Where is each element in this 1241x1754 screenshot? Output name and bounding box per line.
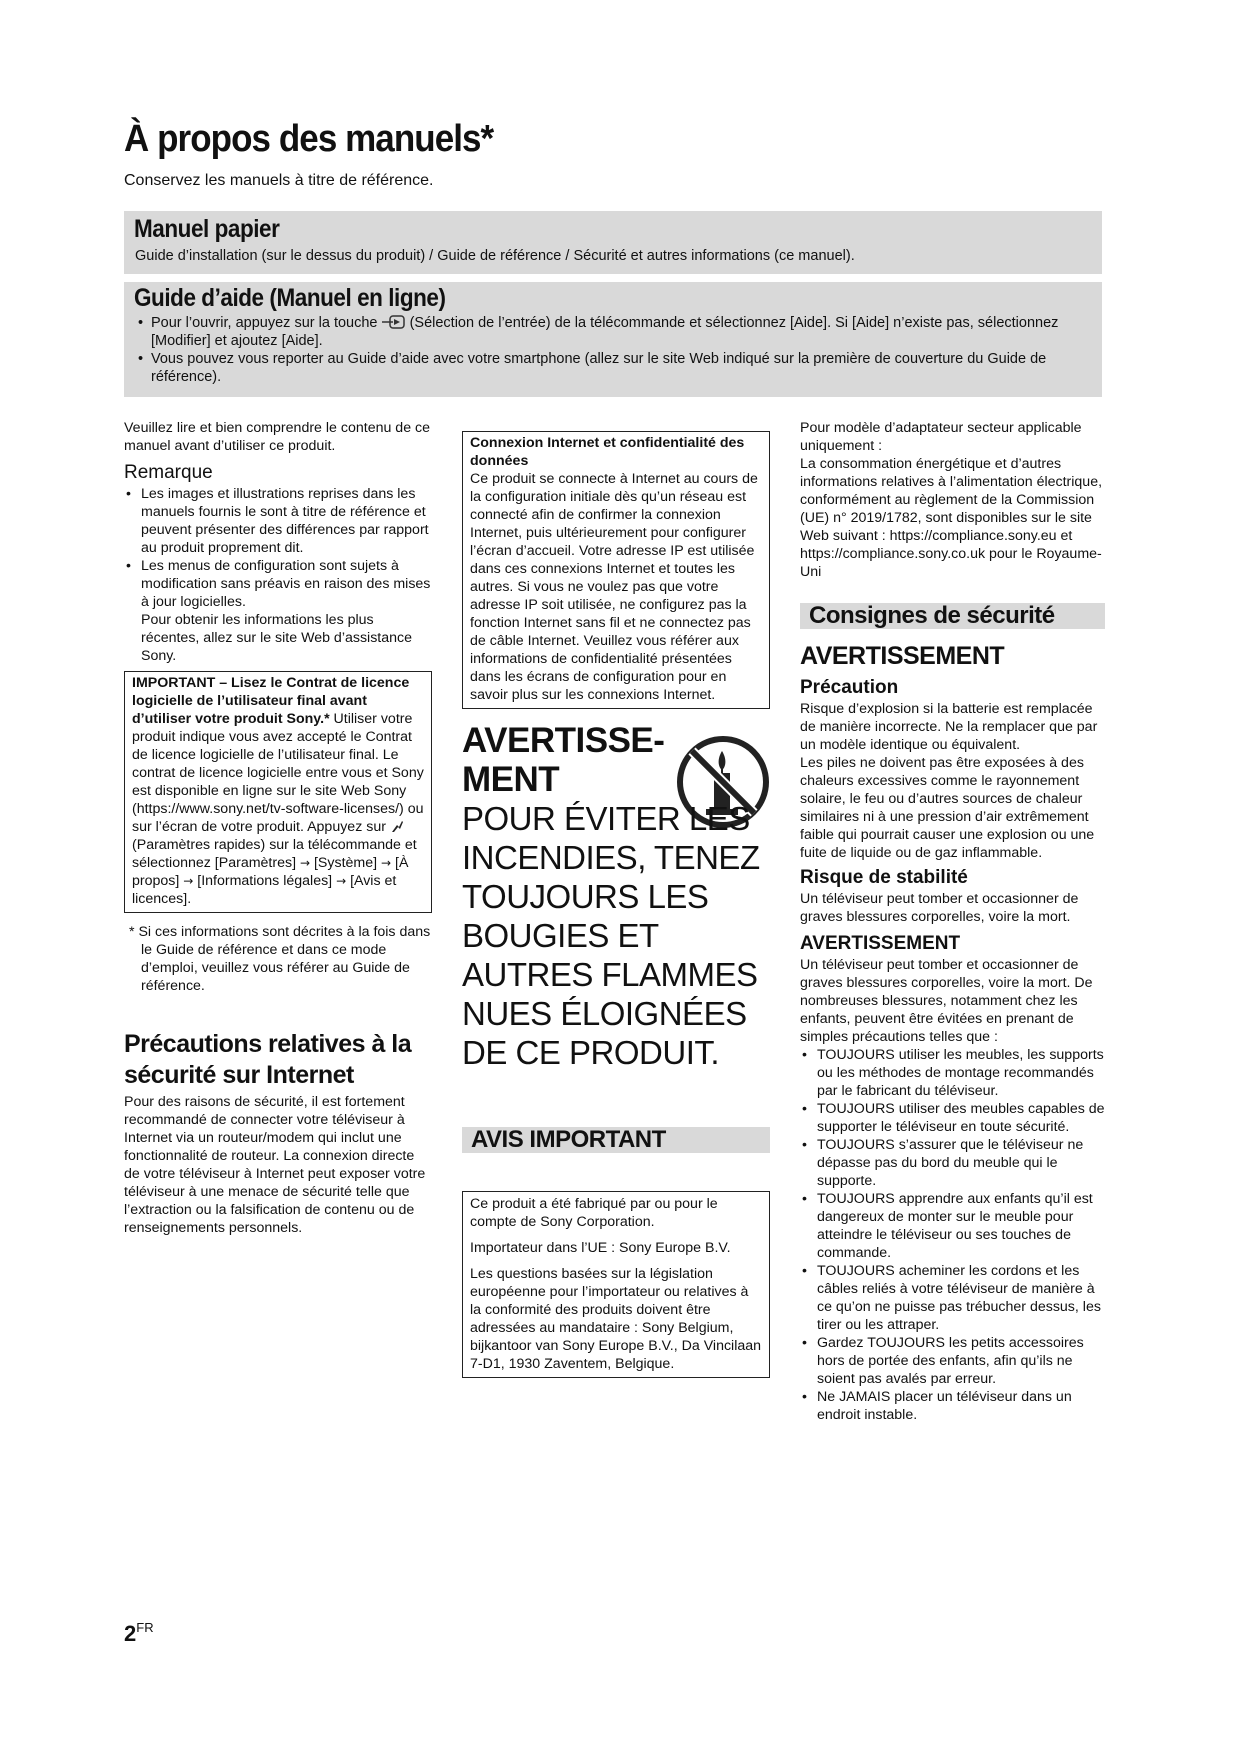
eula-notice-text-2: (Paramètres rapides) sur la télécommande et sélectionnez [Paramètres] (132, 837, 417, 871)
safety-list-item: • Ne JAMAIS placer un téléviseur dans un endroit instable. (800, 1388, 1105, 1424)
online-manual-box (124, 282, 1102, 397)
intro-text: Veuillez lire et bien comprendre le contenu de ce manuel avant d’utiliser ce produit. (124, 420, 431, 454)
stability-text: Un téléviseur peut tomber et occasionner de graves blessures corporelles, voire la mort. (800, 891, 1079, 925)
important-notice-heading: AVIS IMPORTANT (462, 1127, 770, 1153)
importer-box (462, 1191, 770, 1378)
eula-notice-text-5: [Informations légales] (193, 873, 337, 889)
eula-notice-text: Utiliser votre produit indique vous avez accepté le Contrat de licence logicielle de l’utilisateur final. Le contrat de licence logicielle entre vous et Sony est disponible en ligne sur le site Web Sony (https://www.sony.net/tv-software-licenses/) ou sur l’écran de votre produit. Appuyez sur (132, 711, 424, 835)
arrow-icon: → (381, 856, 392, 870)
eula-notice-box (124, 671, 432, 913)
column-3 (800, 419, 1105, 1424)
page-number (124, 1620, 154, 1647)
safety-list-item: • TOUJOURS utiliser les meubles, les supports ou les méthodes de montage recommandés par le fabricant du téléviseur. (800, 1046, 1105, 1100)
precaution-text-2: Les piles ne doivent pas être exposées à des chaleurs excessives comme le rayonnement solaire, le feu ou d’autres sources de chaleur similaires ni à une pression d’air extrêmement faible qui pourrait causer une explosion ou une fuite de liquide ou de gaz inflammable. (800, 755, 1095, 861)
safety-heading: Consignes de sécurité (800, 603, 1105, 629)
arrow-icon: → (299, 856, 311, 870)
safety-list-item: • TOUJOURS utiliser des meubles capables de supporter le téléviseur en toute sécurité. (800, 1100, 1105, 1136)
fire-warning-title-1: AVERTISSE- (462, 721, 665, 760)
page-subtitle: Conservez les manuels à titre de référence. (124, 172, 434, 189)
arrow-icon: → (183, 874, 194, 888)
internet-security-text: Pour des raisons de sécurité, il est fortement recommandé de connecter votre téléviseur à Internet via un routeur/modem qui inclut une fonctionnalité de routeur. La connexion directe de votre téléviseur à Internet peut exposer votre téléviseur à une menace de sécurité telle que l’extraction ou la falsification de contenu ou de renseignements personnels. (124, 1094, 426, 1236)
column-1 (124, 419, 432, 1237)
safety-list-item: • TOUJOURS s’assurer que le téléviseur ne dépasse pas du bord du meuble qui le supporte. (800, 1136, 1105, 1190)
privacy-text: Ce produit se connecte à Internet au cours de la configuration initiale dès qu’un réseau est connecté afin de confirmer la connexion Internet, puis ultérieurement pour configurer l’écran d’accueil. Votre adresse IP est utilisée dans ces connexions Internet et toutes les autres. Si vous ne voulez pas que votre adresse IP soit utilisée, ne configurez pas la fonction Internet sans fil et ne connectez pas de câble Internet. Veuillez vous référer aux informations de confidentialité présentées dans les écrans de configuration pour en savoir plus sur les connexions Internet. (470, 471, 758, 703)
bullet-1-text-end: (Sélection de l’entrée) de la télécommande et sélectionnez [Aide]. Si [Aide] n’existe pas, sélectionnez [Modifier] et ajoutez [Aide]. (151, 315, 1059, 349)
importer-text-3: Les questions basées sur la législation européenne pour l’importateur ou relatives à la conformité des produits doivent être adressées au mandataire : Sony Belgium, bijkantoor van Sony Europe B.V., Da Vincilaan 7-D1, 1930 Zaventem, Belgique. (470, 1266, 762, 1372)
fire-warning-title-2: MENT (462, 760, 560, 799)
online-manual-bullet-1 (135, 314, 1090, 350)
online-manual-heading: Guide d’aide (Manuel en ligne) (134, 284, 446, 312)
remark-item-2: • Les menus de configuration sont sujets à modification sans préavis en raison des mises à jour logicielles. (124, 557, 432, 611)
warning-2-text: Un téléviseur peut tomber et occasionner de graves blessures corporelles, voire la mort. De nombreuses blessures, notamment chez les enfants, peuvent être évitées en prenant de simples précautions telles que : (800, 957, 1093, 1045)
safety-list-item: • TOUJOURS apprendre aux enfants qu’il est dangereux de monter sur le meuble pour atteindre le téléviseur ou ses touches de commande. (800, 1190, 1105, 1262)
paper-manual-box (124, 211, 1102, 274)
adapter-text: Pour modèle d’adaptateur secteur applicable uniquement : (800, 420, 1082, 454)
fire-warning-text: POUR ÉVITER LES INCENDIES, TENEZ TOUJOURS LES BOUGIES ET AUTRES FLAMMES NUES ÉLOIGNÉES DE CE PRODUIT. (462, 800, 760, 1071)
remark-heading: Remarque (124, 462, 213, 483)
precaution-text-1: Risque d’explosion si la batterie est remplacée de manière incorrecte. Ne la remplacer que par un modèle identique ou équivalent. (800, 701, 1098, 753)
bullet-1-text-start: Pour l’ouvrir, appuyez sur la touche (151, 315, 378, 331)
eula-notice-text-3: [Système] (310, 855, 381, 871)
paper-manual-heading: Manuel papier (134, 215, 280, 243)
safety-list-item: • TOUJOURS acheminer les cordons et les câbles reliés à votre téléviseur de manière à ce qu’on ne puisse pas trébucher dessus, les tirer ou les attraper. (800, 1262, 1105, 1334)
importer-text-2: Importateur dans l’UE : Sony Europe B.V. (470, 1240, 731, 1256)
safety-list-item: • Gardez TOUJOURS les petits accessoires hors de portée des enfants, afin qu’ils ne soient pas avalés par erreur. (800, 1334, 1105, 1388)
footnote: * Si ces informations sont décrites à la fois dans le Guide de référence et dans ce mode d’emploi, veuillez vous référer au Guide de référence. (129, 924, 431, 994)
online-manual-bullet-2: • Vous pouvez vous reporter au Guide d’aide avec votre smartphone (allez sur le site Web indiqué sur la première de couverture du Guide de référence). (135, 350, 1090, 386)
importer-text-1: Ce produit a été fabriqué par ou pour le compte de Sony Corporation. (470, 1196, 718, 1230)
eula-notice-text-4: [À propos] (132, 855, 409, 889)
page-number-value: 2 (124, 1621, 137, 1646)
precaution-heading: Précaution (800, 677, 899, 698)
page-title: À propos des manuels* (124, 118, 494, 160)
page-language: FR (136, 1620, 154, 1635)
input-select-icon (382, 315, 406, 329)
eula-notice-text-6: [Avis et licences]. (132, 873, 397, 907)
remark-item-1: • Les images et illustrations reprises dans les manuels fournis le sont à titre de référence et peuvent présenter des différences par rapport au produit proprement dit. (124, 485, 432, 557)
privacy-box (462, 431, 770, 709)
column-2 (462, 431, 770, 1378)
paper-manual-text: Guide d’installation (sur le dessus du produit) / Guide de référence / Sécurité et autres informations (ce manuel). (135, 248, 855, 264)
quick-settings-icon (390, 819, 404, 833)
warning-2-heading: AVERTISSEMENT (800, 933, 961, 954)
privacy-heading: Connexion Internet et confidentialité des données (470, 435, 745, 469)
energy-info-text: La consommation énergétique et d’autres informations relatives à l’alimentation électrique, conformément au règlement de la Commission (UE) n° 2019/1782, sont disponibles sur le site Web suivant : https://compliance.sony.eu et https://compliance.sony.co.uk pour le Royaume-Uni (800, 456, 1103, 580)
eula-notice-heading: IMPORTANT – Lisez le Contrat de licence logicielle de l’utilisateur final avant d’utiliser votre produit Sony.* (132, 675, 410, 727)
internet-security-heading: Précautions relatives à la sécurité sur Internet (124, 1030, 412, 1089)
remark-item-2-detail: Pour obtenir les informations les plus récentes, allez sur le site Web d’assistance Sony. (141, 612, 413, 664)
warning-heading: AVERTISSEMENT (800, 642, 1005, 670)
arrow-icon: → (336, 874, 347, 888)
stability-heading: Risque de stabilité (800, 867, 968, 888)
fire-warning (462, 721, 770, 1129)
